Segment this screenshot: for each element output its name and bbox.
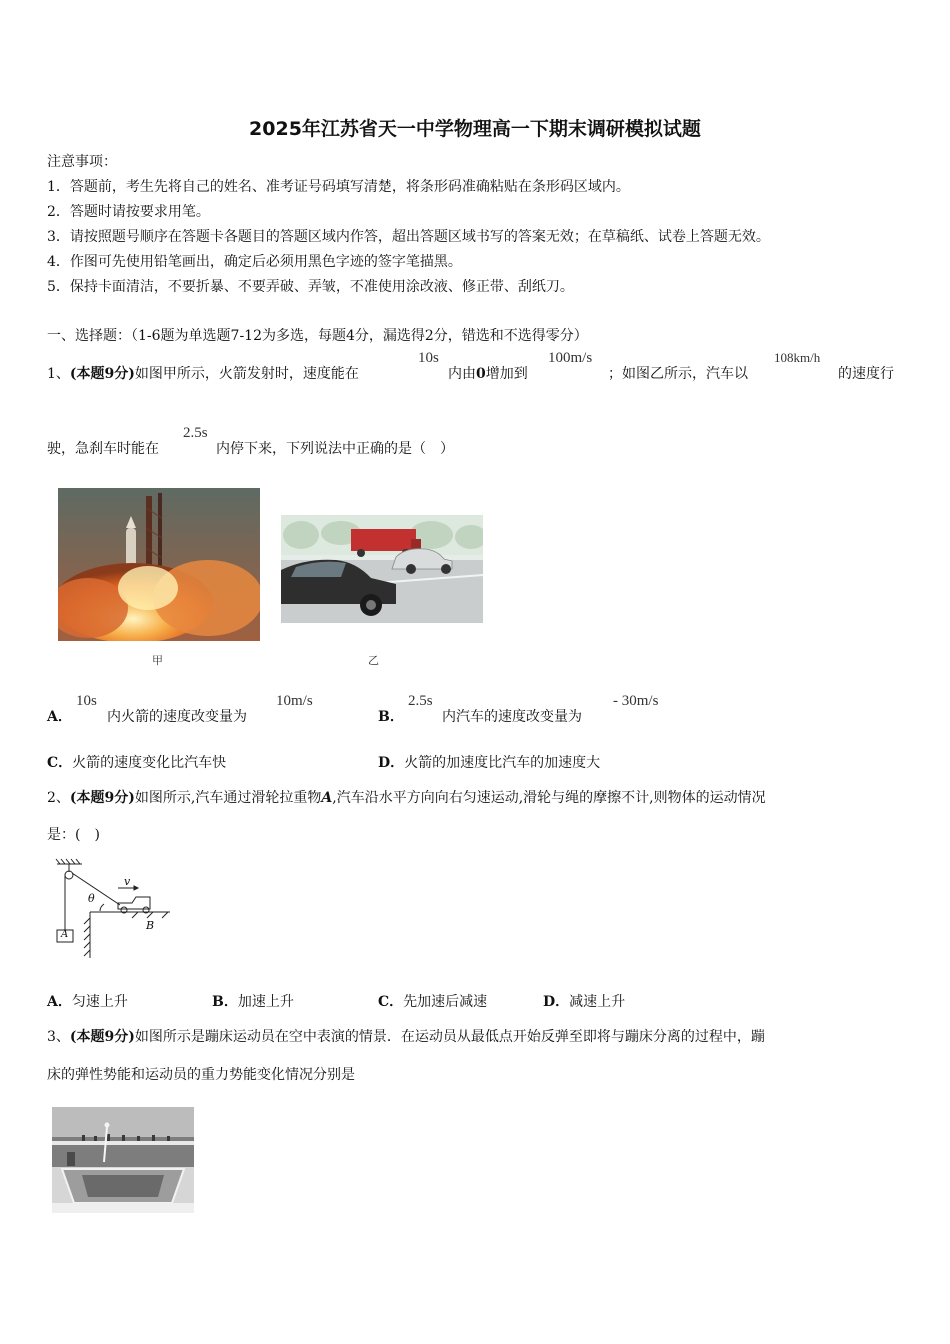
velocity-label: v — [124, 875, 131, 888]
option-label[interactable]: D． — [543, 994, 570, 1010]
rocket-launch-image — [58, 488, 260, 641]
q1-zero: 0 — [476, 366, 486, 382]
q2-symbol-a: A — [321, 790, 333, 806]
q1-math-100ms: 100m/s — [548, 350, 593, 366]
option-b-math-2.5s: 2.5s — [408, 693, 433, 709]
notice-item: 5．保持卡面清洁，不要折暴、不要弄破、弄皱，不准使用涂改液、修正带、刮纸刀。 — [47, 279, 574, 295]
option-text[interactable]: 加速上升 — [237, 994, 294, 1010]
section-heading: 一、选择题：（1-6题为单选题7-12为多选，每题4分，漏选得2分，错选和不选得零分） — [47, 328, 588, 344]
q3-text: 如图所示是蹦床运动员在空中表演的情景．在运动员从最低点开始反弹至即将与蹦床分离的过程中，蹦 — [134, 1029, 765, 1045]
notice-item: 3．请按照题号顺序在答题卡各题目的答题区域内作答，超出答题区域书写的答案无效；在草稿纸、试卷上答题无效。 — [47, 229, 770, 245]
q1-text: 的速度行 — [838, 366, 894, 382]
option-label[interactable]: C． — [378, 994, 404, 1010]
option-c-text[interactable]: 火箭的速度变化比汽车快 — [72, 755, 227, 771]
q3-score: (本题9分) — [69, 1029, 135, 1045]
option-label[interactable]: B． — [212, 994, 238, 1010]
option-a-text[interactable]: 内火箭的速度改变量为 — [107, 709, 247, 725]
option-a-math-10s: 10s — [76, 693, 97, 709]
q3-line-1 — [47, 1028, 765, 1046]
option-label[interactable]: A． — [47, 994, 72, 1010]
option-a-math-10ms: 10m/s — [276, 693, 313, 709]
point-b-label: B — [146, 919, 155, 932]
notice-item: 1．答题前，考生先将自己的姓名、准考证号码填写清楚，将条形码准确粘贴在条形码区域内。 — [47, 179, 630, 195]
q1-text: ；如图乙所示，汽车以 — [608, 366, 748, 382]
pulley-diagram — [52, 858, 174, 960]
notice-item: 4．作图可先使用铅笔画出，确定后必须用黑色字迹的签字笔描黑。 — [47, 254, 462, 270]
q2-option-d[interactable] — [543, 993, 625, 1011]
q2-option-b[interactable] — [212, 993, 294, 1011]
q2-score: (本题9分) — [69, 790, 135, 806]
option-text[interactable]: 减速上升 — [569, 994, 626, 1010]
q2-option-a[interactable] — [47, 993, 128, 1011]
option-b-math-30ms: - 30m/s — [613, 693, 659, 709]
q1-text: 内停下来，下列说法中正确的是（ ） — [216, 441, 454, 457]
q1-text: 驶，急刹车时能在 — [47, 441, 159, 457]
theta-label: θ — [88, 892, 95, 905]
q3-number: 3、 — [47, 1029, 70, 1045]
option-d-text[interactable]: 火箭的加速度比汽车的加速度大 — [404, 755, 601, 771]
q1-math-10s: 10s — [418, 350, 439, 366]
q2-line-2: 是：( ) — [47, 827, 100, 843]
caption-yi: 乙 — [368, 654, 379, 667]
option-text[interactable]: 匀速上升 — [71, 994, 128, 1010]
q1-math-2.5s: 2.5s — [183, 425, 208, 441]
car-braking-image — [281, 515, 483, 623]
option-d-label[interactable]: D． — [378, 755, 405, 771]
page-title: 2025年江苏省天一中学物理高一下期末调研模拟试题 — [249, 118, 701, 140]
q2-option-c[interactable] — [378, 993, 487, 1011]
q1-text: 内由 — [448, 366, 476, 382]
option-c[interactable] — [47, 754, 226, 772]
notice-item: 2．答题时请按要求用笔。 — [47, 204, 210, 220]
q2-text: 如图所示,汽车通过滑轮拉重物 — [134, 790, 322, 806]
block-a-label: A — [61, 929, 69, 940]
q2-text: ,汽车沿水平方向向右匀速运动,滑轮与绳的摩擦不计,则物体的运动情况 — [332, 790, 766, 806]
option-text[interactable]: 先加速后减速 — [403, 994, 488, 1010]
q1-text: 增加到 — [485, 366, 528, 382]
notice-heading: 注意事项： — [47, 154, 117, 170]
q3-line-2: 床的弹性势能和运动员的重力势能变化情况分别是 — [47, 1067, 355, 1083]
option-c-label[interactable]: C． — [47, 755, 73, 771]
q1-text: 如图甲所示，火箭发射时，速度能在 — [134, 366, 359, 382]
q2-line-1 — [47, 789, 766, 807]
q1-number: 1、 — [47, 366, 70, 382]
q1-line-1 — [47, 365, 359, 383]
trampoline-image — [52, 1107, 194, 1213]
option-b-text[interactable]: 内汽车的速度改变量为 — [442, 709, 582, 725]
option-a-label[interactable]: A． — [47, 709, 72, 725]
q2-number: 2、 — [47, 790, 70, 806]
q1-line-1b — [448, 365, 528, 383]
q1-score: (本题9分) — [69, 366, 135, 382]
option-d[interactable] — [378, 754, 600, 772]
q1-math-108kmh: 108km/h — [774, 350, 821, 365]
option-b-label[interactable]: B． — [378, 709, 404, 725]
caption-jia: 甲 — [152, 654, 163, 667]
